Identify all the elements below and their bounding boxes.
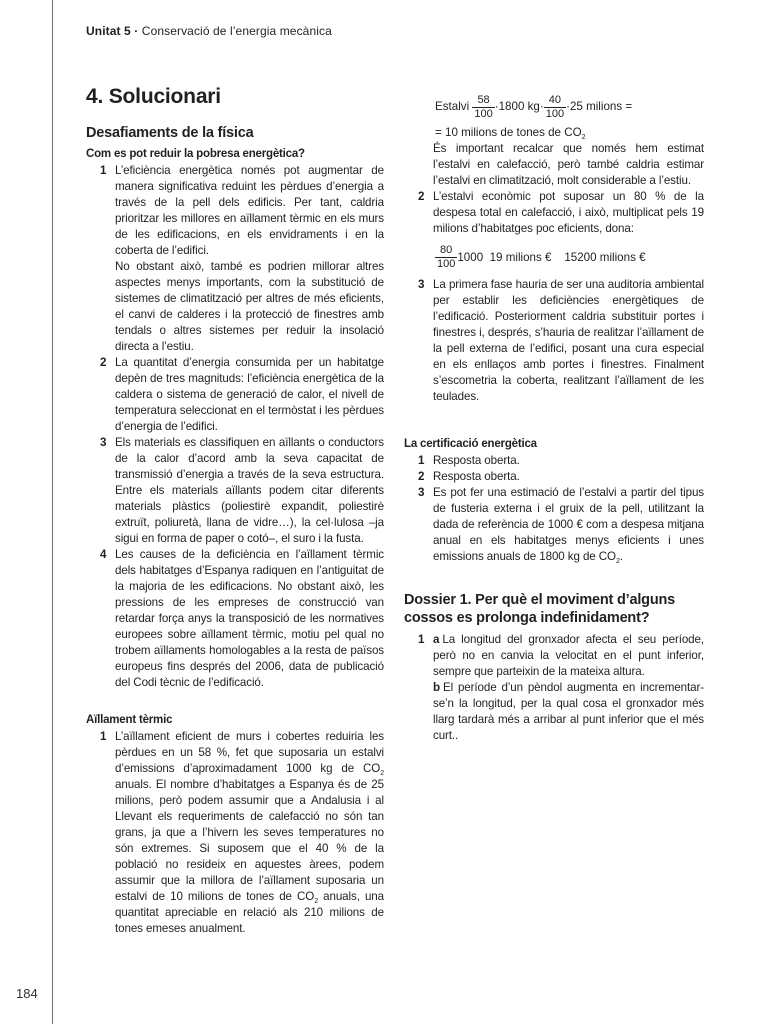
desafiaments-item-2 (86, 355, 384, 435)
desafiaments-heading: Desafiaments de la física (86, 125, 254, 141)
item-number: 3 (100, 436, 107, 449)
right-column (404, 90, 704, 744)
item-text: No obstant això, també es podrien millorar altres aspectes menys importants, com la substitució de sistemes de climatització per altres de més eficients, el canvi de calderes i la protecció de finestres amb tendals o altres sistemes per reduir la insolació directa a l’estiu. (115, 260, 384, 353)
economic-equation: $\frac{80}{100}$ 1000 19 milions € 15200 milions € (437, 243, 646, 270)
item-number: 1 (100, 164, 107, 177)
page-header (86, 24, 332, 38)
dossier-heading: Dossier 1. Per què el moviment d’alguns cossos es prolonga indefinidament? (404, 592, 676, 626)
aillament-item-2 (404, 189, 704, 237)
fraction: $\frac{40}{100}$ (545, 93, 565, 120)
certificacio-item-3 (404, 485, 704, 565)
aillament-heading: Aïllament tèrmic (86, 714, 173, 726)
item-text: L’aïllament eficient de murs i cobertes reduiria les pèrdues en un 58 %, fet que suposaria un estalvi d’emissions d’aproximadament 1000 kg de $CO_2$ anuals. El nombre d’habitatges a Espanya és de 25 milions, però podem assumir que a Andalusia i al Llevant els requeriments de calefacció no són tan grans, ja que a l’hivern les seves temperatures no són extremes. Si suposem que el 40 % de la població no resideix en aquestes àrees, podem assumir que la millora de l’aïllament suposaria un estalvi de 10 milions de tones de $CO_2$ anuals, una quantitat apreciable en relació als 210 milions de tones emeses anualment. (115, 730, 384, 935)
item-number: 1 (100, 730, 107, 743)
fraction: $\frac{80}{100}$ (437, 243, 456, 270)
desafiaments-item-1 (86, 163, 384, 355)
item-text: Resposta oberta. (433, 470, 520, 483)
item-text: La primera fase hauria de ser una auditoria ambiental per establir les deficiències energètiques de l’edificació. Posteriorment caldria substituir portes i finestres i, després, s’hauria de realitzar l’aïllament de la pell externa de l’edifici, posant una cura especial en els enllaços amb portes i finestres. Finalment s’escometria la coberta, realitzant l’aïllament de les teulades. (433, 278, 704, 403)
item-text: Resposta oberta. (433, 454, 520, 467)
section-title: 4. Solucionari (86, 85, 221, 108)
item-number: 1 (418, 454, 425, 467)
savings-result: = 10 milions de tones de $CO_2$ (435, 126, 586, 141)
savings-note: És important recalcar que només hem estimat l’estalvi en calefacció, però també caldria estimar l’estalvi en climatització, molt considerable a l’estiu. (433, 142, 704, 187)
header-separator: · (134, 24, 139, 38)
page-number: 184 (16, 986, 38, 1001)
item-text: b El període d’un pèndol augmenta en incrementar-se’n la longitud, per la qual cosa el gronxador més llarg tardarà més a arribar al punt inferior que el més curt.. (433, 681, 704, 742)
unit-title: Conservació de l’energia mecànica (141, 24, 332, 38)
item-text: Els materials es classifiquen en aïllants o conductors de la calor d’acord amb la seva capacitat de transmissió d’energia a través de la seva estructura. Entre els materials aïllants podem citar diferents materials plàstics (poliestirè expandit, poliestirè extruït, poliuretà, llana de vidre…), la cel·lulosa –ja sigui en forma de paper o cotó–, el suro i la fusta. (115, 436, 384, 545)
item-text: Es pot fer una estimació de l’estalvi a partir del tipus de fusteria externa i el gruix de la pell, utilitzant la dada de referència de 1000 € com a despesa mitjana anual en els habitatges menys eficients i unes emissions anuals de 1800 kg de $CO_2$. (433, 486, 704, 565)
item-text: La quantitat d’energia consumida per un habitatge depèn de tres magnituds: l’eficiència energètica de la caldera o sistema de generació de calor, el nivell de temperatura seleccionat en el termòstat i les pèrdues d’energia de l’edifici. (115, 356, 384, 433)
item-text: Les causes de la deficiència en l’aïllament tèrmic dels habitatges d’Espanya radiquen en l’antiguitat de la majoria de les edificacions. No obstant això, les pressions de les empreses de construcció van retardar força anys la transposició de les normatives europees sobre aïllament tèrmic, motiu pel qual no trobem aïllaments homologables a la resta de països europeus fins després del 2006, data de publicació del Codi tècnic de l’edificació. (115, 548, 384, 689)
certificacio-heading: La certificació energètica (404, 438, 537, 450)
desafiaments-item-3 (86, 435, 384, 547)
savings-equation: Estalvi $\frac{58}{100}$ ·1800 kg· $\frac{40}{100}$ ·25 milions = (435, 93, 633, 120)
desafiaments-question: Com es pot reduir la pobresa energètica? (86, 148, 305, 160)
unit-label: Unitat 5 (86, 24, 131, 38)
item-number: 3 (418, 486, 425, 499)
certificacio-item-2 (404, 469, 704, 485)
fraction: $\frac{58}{100}$ (474, 93, 493, 120)
item-number: 3 (418, 278, 425, 291)
item-number: 1 (418, 633, 425, 646)
certificacio-item-1 (404, 453, 704, 469)
aillament-item-3 (404, 277, 704, 405)
item-text: L’eficiència energètica només pot augmentar de manera significativa reduint les pèrdues d’energia a través de la pell dels edificis. Per tant, caldria prioritzar les millores en aïllament tèrmic en els murs de les edificacions, en els envidraments i en la coberta de l’edifici. (115, 164, 384, 257)
margin-rule (52, 0, 53, 1024)
item-number: 2 (418, 190, 425, 203)
item-number: 2 (100, 356, 107, 369)
item-text: L’estalvi econòmic pot suposar un 80 % de la despesa total en calefacció, i això, multiplicat pels 19 milions d’habitatges poc eficients, dona: (433, 190, 704, 235)
equation-label: Estalvi (435, 100, 470, 113)
desafiaments-item-4 (86, 547, 384, 691)
item-text: a La longitud del gronxador afecta el seu període, però no en canvia la velocitat en el punt inferior, sempre que parteixin de la mateixa altura. (433, 633, 704, 678)
dossier-item-1 (404, 632, 704, 744)
item-number: 2 (418, 470, 425, 483)
aillament-item-1 (86, 729, 384, 937)
item-number: 4 (100, 548, 107, 561)
left-column (86, 84, 384, 937)
